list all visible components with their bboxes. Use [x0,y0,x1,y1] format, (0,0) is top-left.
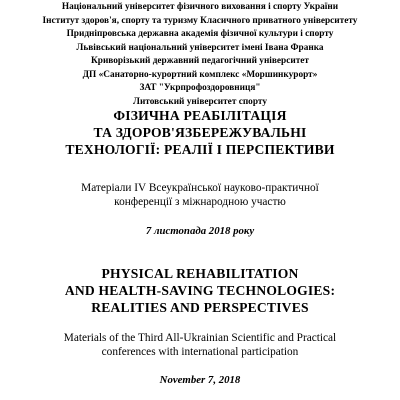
organizer-line: Національний університет фізичного виховання і спорту України [61,2,339,12]
organizer-line: Литовський університет спорту [133,96,267,107]
conference-subtitle-ukrainian [0,181,400,209]
conference-title-english [0,265,400,316]
subtitle-line: конференції з міжнародною участю [114,196,286,208]
organizer-line: ЗАТ "Укрпрофоздоровниця" [139,83,261,93]
title-line: REALITIES AND PERSPECTIVES [91,300,309,315]
organizer-line: ДП «Санаторно-курортний комплекс «Моршинкурорт» [82,69,318,80]
organizer-line: Інститут здоров'я, спорту та туризму Класичного приватного університету [42,15,358,26]
conference-subtitle-english [0,331,400,359]
title-line: ТА ЗДОРОВ'ЯЗБЕРЕЖУВАЛЬНІ [93,125,307,140]
title-line: ТЕХНОЛОГІЇ: РЕАЛІЇ І ПЕРСПЕКТИВИ [65,142,335,157]
title-line: ФІЗИЧНА РЕАБІЛІТАЦІЯ [113,108,287,123]
subtitle-line: Materials of the Third All-Ukrainian Scientific and Practical [63,332,337,344]
organizer-line: Криворізький державний педагогічний університет [91,56,309,66]
conference-date-english: November 7, 2018 [159,374,241,386]
organizer-line: Львівський національний університет імені Івана Франка [76,42,324,53]
subtitle-line: Матеріали IV Всеукраїнської науково-практичної [81,182,319,194]
title-line: AND HEALTH-SAVING TECHNOLOGIES: [64,283,336,298]
subtitle-line: conferences with international participation [101,346,299,358]
title-line: PHYSICAL REHABILITATION [101,266,299,281]
organizers-list [0,1,400,109]
conference-date-ukrainian: 7 листопада 2018 року [145,225,255,237]
conference-title-ukrainian [0,107,400,158]
organizer-line: Придніпровська державна академія фізичної культури і спорту [66,29,334,39]
